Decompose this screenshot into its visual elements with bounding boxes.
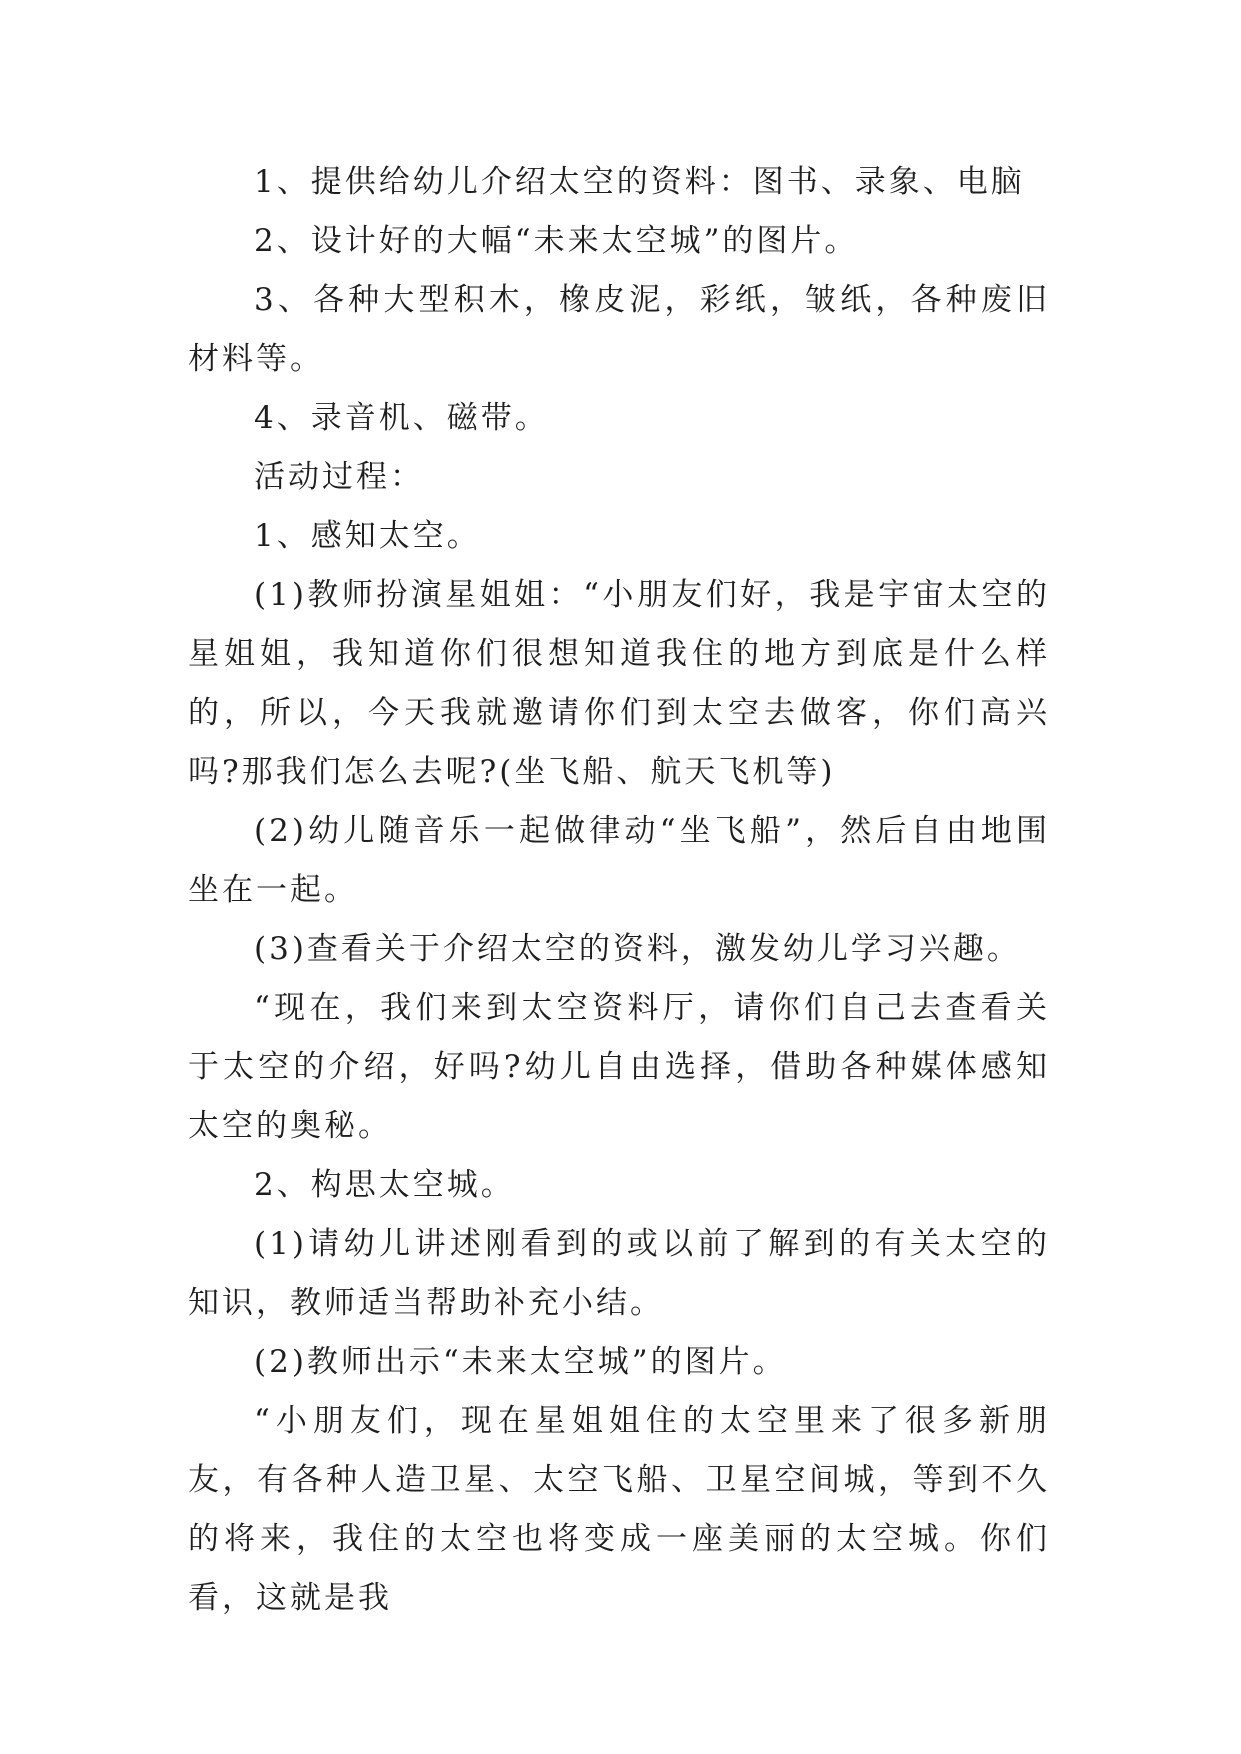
- paragraph-children-narrate: (1)请幼儿讲述刚看到的或以前了解到的有关太空的知识，教师适当帮助补充小结。: [188, 1226, 1050, 1321]
- paragraph-materials-3: 3、各种大型积木，橡皮泥，彩纸，皱纸，各种废旧材料等。: [188, 282, 1050, 377]
- paragraph-materials-2: 2、设计好的大幅“未来太空城”的图片。: [254, 223, 859, 259]
- paragraph-teacher-role: (1)教师扮演星姐姐：“小朋友们好，我是宇宙太空的星姐姐，我知道你们很想知道我住的地方到底是什么样的，所以，今天我就邀请你们到太空去做客，你们高兴吗?那我们怎么去呢?(坐飞船、航天飞机等): [188, 577, 1050, 790]
- paragraph-space-reading-room: “现在，我们来到太空资料厅，请你们自己去查看关于太空的介绍，好吗?幼儿自由选择，借助各种媒体感知太空的奥秘。: [188, 990, 1050, 1144]
- paragraph-view-materials: (3)查看关于介绍太空的资料，激发幼儿学习兴趣。: [254, 931, 1021, 967]
- document-body: [188, 153, 1050, 1628]
- paragraph-teacher-speech: “小朋友们，现在星姐姐住的太空里来了很多新朋友，有各种人造卫星、太空飞船、卫星空间城，等到不久的将来，我住的太空也将变成一座美丽的太空城。你们看，这就是我: [188, 1403, 1050, 1616]
- section-heading-activity-process: 活动过程：: [254, 459, 424, 495]
- paragraph-show-picture: (2)教师出示“未来太空城”的图片。: [254, 1344, 787, 1380]
- paragraph-materials-1: 1、提供给幼儿介绍太空的资料：图书、录象、电脑: [254, 164, 1025, 200]
- paragraph-rhythm-activity: (2)幼儿随音乐一起做律动“坐飞船”，然后自由地围坐在一起。: [188, 813, 1050, 908]
- paragraph-materials-4: 4、录音机、磁带。: [254, 400, 549, 436]
- step-heading-design-space-city: 2、构思太空城。: [254, 1167, 515, 1203]
- step-heading-perceive-space: 1、感知太空。: [254, 518, 481, 554]
